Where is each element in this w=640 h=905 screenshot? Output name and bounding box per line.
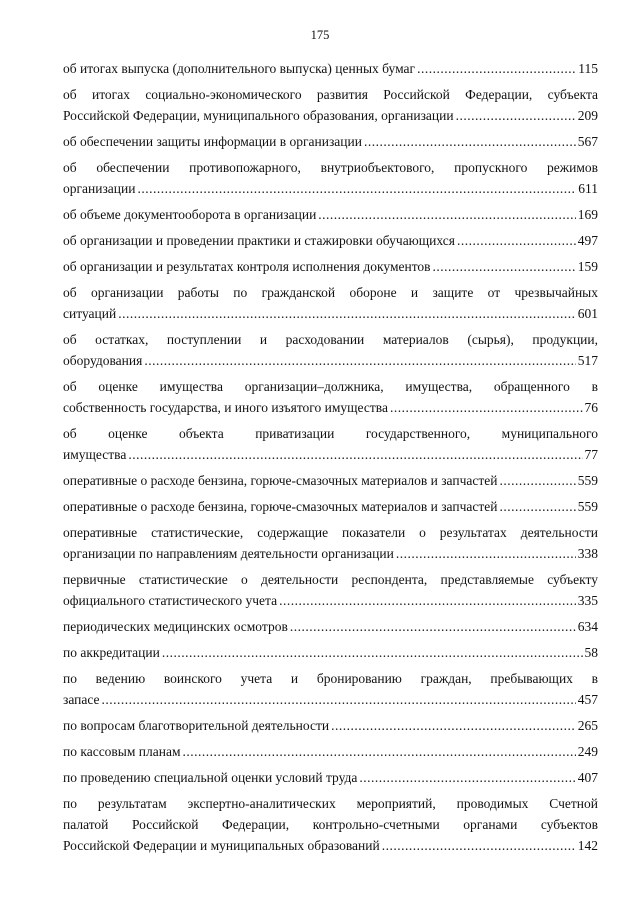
index-entry [63,668,598,710]
entry-page-number: 77 [584,447,598,462]
index-entry [63,496,598,517]
entry-page-number: 249 [577,744,598,759]
entry-final-line [63,543,598,564]
entry-text: об организации и результатах контроля исполнения документов [63,259,431,274]
entry-final-line [63,496,598,517]
index-entry [63,569,598,611]
dot-leader [382,835,576,856]
entry-final-line [63,616,598,637]
index-entry [63,204,598,225]
entry-final-line [63,470,598,491]
index-entry [63,470,598,491]
dot-leader [318,204,575,225]
entry-page-number: 517 [577,353,598,368]
entry-text-line: об обеспечении противопожарного, внутриобъектового, пропускного режимов [63,160,598,175]
dot-leader [290,616,576,637]
entry-page-number: 335 [577,593,598,608]
entry-text: оперативные о расходе бензина, горюче-смазочных материалов и запчастей [63,499,498,514]
entry-text: запасе [63,692,100,707]
entry-final-line [63,131,598,152]
entry-text: оперативные о расходе бензина, горюче-смазочных материалов и запчастей [63,473,498,488]
entry-page-number: 338 [577,546,598,561]
entry-final-line [63,256,598,277]
entry-page-number: 611 [578,181,598,196]
entry-page-number: 634 [577,619,598,634]
entry-final-line [63,350,598,371]
entry-text: об организации и проведении практики и стажировки обучающихся [63,233,455,248]
entry-text: по аккредитации [63,645,160,660]
entry-text: Российской Федерации и муниципальных образований [63,838,380,853]
entry-text: об обеспечении защиты информации в организации [63,134,362,149]
index-entry [63,157,598,199]
entry-page-number: 567 [577,134,598,149]
index-entry [63,84,598,126]
entry-final-line [63,741,598,762]
entry-text: оборудования [63,353,143,368]
index-entry [63,256,598,277]
index-entry [63,329,598,371]
index-entry [63,741,598,762]
entry-text: Российской Федерации, муниципального образования, организации [63,108,454,123]
entry-final-line [63,204,598,225]
entry-final-line [63,642,598,663]
dot-leader [457,230,576,251]
dot-leader [144,350,575,371]
entry-final-line [63,178,598,199]
entry-page-number: 559 [577,499,598,514]
entry-page-number: 497 [577,233,598,248]
entry-text-line: об организации работы по гражданской обороне и защите от чрезвычайных [63,285,598,300]
entry-final-line [63,444,598,465]
dot-leader [499,496,575,517]
dot-leader [183,741,576,762]
entry-text-line: об оценке объекта приватизации государственного, муниципального [63,426,598,441]
entry-final-line [63,715,598,736]
entry-final-line [63,835,598,856]
entry-text-line: палатой Российской Федерации, контрольно-счетными органами субъектов [63,817,598,832]
index-entry-list [63,58,598,861]
entry-page-number: 169 [577,207,598,222]
entry-text-line: об итогах социально-экономического развития Российской Федерации, субъекта [63,87,598,102]
index-entry [63,58,598,79]
dot-leader [331,715,576,736]
index-entry [63,423,598,465]
entry-text: по проведению специальной оценки условий труда [63,770,358,785]
entry-final-line [63,590,598,611]
entry-final-line [63,230,598,251]
entry-text: об итогах выпуска (дополнительного выпуска) ценных бумаг [63,61,416,76]
entry-text-line: об оценке имущества организации–должника, имущества, обращенного в [63,379,598,394]
entry-final-line [63,105,598,126]
entry-page-number: 601 [577,306,598,321]
index-entry [63,230,598,251]
dot-leader [137,178,576,199]
entry-page-number: 58 [584,645,598,660]
entry-final-line [63,58,598,79]
dot-leader [118,303,576,324]
dot-leader [364,131,576,152]
dot-leader [417,58,576,79]
entry-page-number: 407 [577,770,598,785]
entry-page-number: 142 [577,838,598,853]
dot-leader [396,543,576,564]
index-entry [63,715,598,736]
entry-text: официального статистического учета [63,593,278,608]
entry-text: об объеме документооборота в организации [63,207,317,222]
dot-leader [433,256,576,277]
index-entry [63,282,598,324]
entry-text-line: об остатках, поступлении и расходовании материалов (сырья), продукции, [63,332,598,347]
index-entry [63,616,598,637]
entry-page-number: 159 [577,259,598,274]
entry-text: ситуаций [63,306,117,321]
entry-page-number: 559 [577,473,598,488]
entry-text: по вопросам благотворительной деятельности [63,718,330,733]
entry-text: организации [63,181,136,196]
entry-final-line [63,689,598,710]
entry-final-line [63,767,598,788]
index-entry [63,793,598,856]
entry-text: по кассовым планам [63,744,181,759]
dot-leader [456,105,576,126]
entry-text: имущества [63,447,127,462]
entry-page-number: 265 [577,718,598,733]
dot-leader [390,397,583,418]
entry-page-number: 209 [577,108,598,123]
entry-final-line [63,397,598,418]
dot-leader [162,642,583,663]
entry-text-line: по ведению воинского учета и бронированию граждан, пребывающих в [63,671,598,686]
entry-text: организации по направлениям деятельности организации [63,546,394,561]
entry-page-number: 76 [584,400,598,415]
dot-leader [128,444,582,465]
entry-final-line [63,303,598,324]
dot-leader [102,689,576,710]
page-number: 175 [310,28,330,42]
entry-text: собственность государства, и иного изъятого имущества [63,400,388,415]
entry-page-number: 115 [578,61,598,76]
entry-text-line: по результатам экспертно-аналитических мероприятий, проводимых Счетной [63,796,598,811]
index-entry [63,767,598,788]
index-entry [63,376,598,418]
entry-text-line: первичные статистические о деятельности респондента, представляемые субъекту [63,572,598,587]
dot-leader [279,590,576,611]
entry-page-number: 457 [577,692,598,707]
entry-text: периодических медицинских осмотров [63,619,288,634]
dot-leader [499,470,575,491]
dot-leader [359,767,575,788]
entry-text-line: оперативные статистические, содержащие показатели о результатах деятельности [63,525,598,540]
index-entry [63,642,598,663]
index-entry [63,131,598,152]
index-entry [63,522,598,564]
